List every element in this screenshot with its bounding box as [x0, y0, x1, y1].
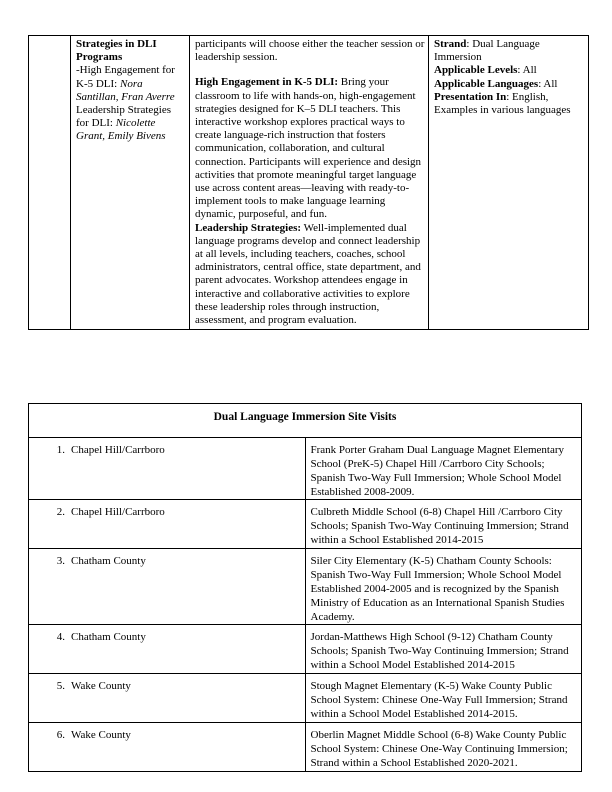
row-location: Chapel Hill/Carrboro: [71, 444, 165, 456]
row-description: Stough Magnet Elementary (K-5) Wake County Public School System: Chinese One-Way Full Immersion; Strand within a School Model Established 2014-2015.: [305, 674, 582, 723]
row-number: 6.: [56, 729, 65, 741]
languages-line: Applicable Languages: All: [434, 77, 558, 90]
row-number: 4.: [56, 631, 65, 643]
table-row: [29, 674, 582, 723]
session-item-high-engagement: -High Engagement for K-5 DLI: Nora Santillan, Fran Averre: [76, 64, 175, 103]
session-item-leadership: Leadership Strategies for DLI: Nicolette Grant, Emily Bivens: [76, 104, 171, 143]
row-number: 5.: [56, 680, 65, 692]
row-number: 2.: [56, 506, 65, 518]
row-number: 3.: [56, 555, 65, 567]
row-location: Wake County: [71, 729, 131, 741]
session-row: [29, 36, 589, 330]
session-number-cell: [29, 36, 71, 330]
row-description: Oberlin Magnet Middle School (6-8) Wake County Public School System: Chinese One-Way Continuing Immersion; Strand within a School Established 2020-2021.: [305, 723, 582, 772]
levels-line: Applicable Levels: All: [434, 64, 537, 77]
presentation-line: Presentation In: English, Examples in various languages: [434, 90, 571, 117]
table-row: [29, 723, 582, 772]
row-location: Chatham County: [71, 555, 146, 567]
high-engagement-heading: High Engagement in K-5 DLI:: [195, 76, 339, 89]
leadership-paragraph: Leadership Strategies: Well-implemented dual language programs develop and connect leadership at all levels, including teachers, coaches, school administrators, central office, state department, and parent advocates. Workshop attendees engage in interactive and collaborative activities to explore these leadership roles through instruction, assessment, and program evaluation.: [195, 221, 421, 327]
row-location: Wake County: [71, 680, 131, 692]
row-description: Jordan-Matthews High School (9-12) Chatham County Schools; Spanish Two-Way Continuing Immersion; Strand within a School Model Established 2014-2015: [305, 625, 582, 674]
presenters: Nicolette Grant, Emily Bivens: [76, 117, 166, 143]
high-engagement-paragraph: High Engagement in K-5 DLI: Bring your classroom to life with hands-on, high-engagement strategies designed for K–5 DLI teachers. This interactive workshop explores practical ways to create language-rich instruction that fosters communication, collaboration, and cultural connection. Participants will experience and design activities that promote meaningful target language use across content areas—leaving with ready-to-implement tools to make language learning dynamic, purposeful, and fun.: [195, 76, 422, 221]
site-visits-table: [28, 403, 582, 772]
site-visits-header-row: [29, 404, 582, 438]
row-description: Siler City Elementary (K-5) Chatham County Schools: Spanish Two-Way Full Immersion; Whole School Model Established 2004-2005 and is recognized by the Spanish Ministry of Education as an International Spanish Studies Academy.: [305, 549, 582, 625]
row-location: Chatham County: [71, 631, 146, 643]
session-description-cell: [190, 36, 429, 330]
row-number: 1.: [56, 444, 65, 456]
site-visits-title: Dual Language Immersion Site Visits: [29, 404, 582, 438]
row-location: Chapel Hill/Carrboro: [71, 506, 165, 518]
leadership-heading: Leadership Strategies:: [195, 221, 302, 234]
strand-line: Strand: Dual Language Immersion: [434, 38, 540, 64]
table-row: [29, 625, 582, 674]
session-intro: participants will choose either the teacher session or leadership session.: [195, 38, 425, 64]
table-row: [29, 500, 582, 549]
row-description: Frank Porter Graham Dual Language Magnet Elementary School (PreK-5) Chapel Hill /Carrboro City Schools; Spanish Two-Way Full Immersion; Whole School Model Established 2008-2009.: [305, 438, 582, 500]
session-title: Strategies in DLI Programs: [76, 38, 157, 64]
table-row: [29, 438, 582, 500]
session-meta-cell: [429, 36, 589, 330]
table-row: [29, 549, 582, 625]
presenters: Nora Santillan, Fran Averre: [76, 77, 175, 103]
session-title-cell: [71, 36, 190, 330]
session-table: [28, 35, 589, 330]
row-description: Culbreth Middle School (6-8) Chapel Hill /Carrboro City Schools; Spanish Two-Way Continuing Immersion; Strand within a School Established 2014-2015: [305, 500, 582, 549]
